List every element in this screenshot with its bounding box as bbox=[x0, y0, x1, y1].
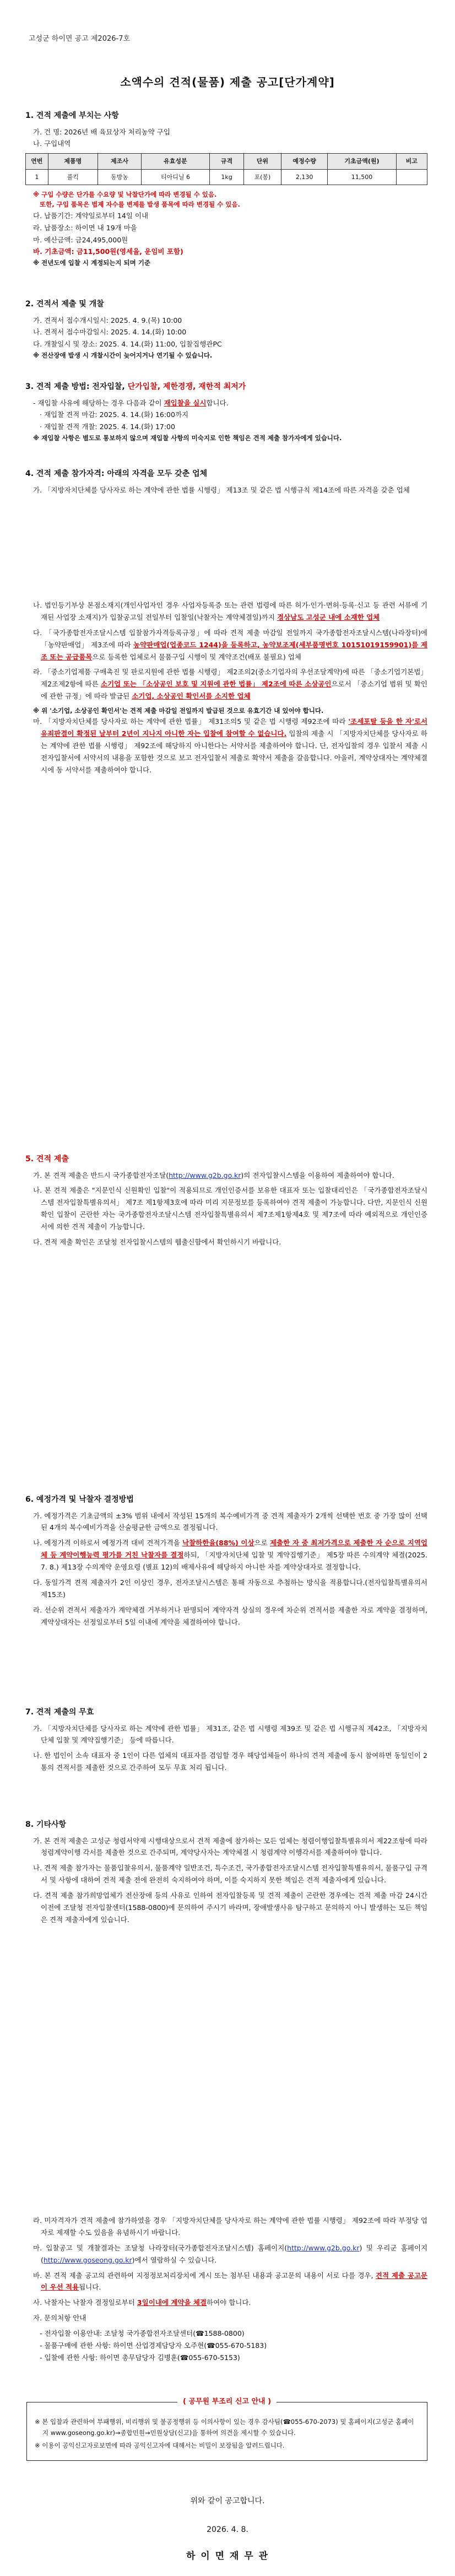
section-1 bbox=[25, 109, 427, 268]
s4-item-a: 가. 「지방자치단체를 당사자로 하는 계약에 관한 법률 시행령」 제13조 및 같은 법 시행규칙 제14조에 따른 자격을 갖춘 업체 bbox=[33, 485, 410, 494]
s8-g-post: 하여야 합니다. bbox=[207, 2298, 251, 2307]
s3-line-1 bbox=[25, 397, 427, 409]
base-price-value: 금11,500원(영세율, 운임비 포함) bbox=[76, 247, 183, 256]
s5-item-b: 나. 본 견적 제출은 "지문인식 신원확인 입찰"이 적용되므로 개인인증서를 보유한 대표자 또는 입찰대리인은 「국가종합전자조달시스템 전자입찰특별유의서」 제7조 제1항제3호에 따라 미리 지문정보를 등록하여야 견적 제출이 가능합니다. 다만, 지문인식 신원확인 입찰이 곤란한 자는 국가종합전자조달시스템 전자입찰특별유의서 제7조제1항제4호 및 제7조에 따라 예외적으로 개인인증서에 의한 견적 제출이 가능합니다. bbox=[33, 1186, 427, 1231]
s4-c-post: 으로 등록한 업체로서 물품구입 시행이 및 계약조건(배포 불필요) 업체 bbox=[92, 652, 301, 661]
s8-f-post: 됩니다. bbox=[79, 2283, 101, 2292]
s4-e-post: 입찰의 제출 시 「지방자치단체를 당사자로 하는 계약에 관한 법률 시행령」 제92조에 해당하지 아니한다는 서약서를 제출하여야 합니다. 단, 전자입찰의 경우 입찰서 제출 시 전자입찰서에 서약서의 내용을 포함한 것으로 보고 전자입찰서 제출로 확약서 제출을 갈음합니다. 아울러, 계약상대자는 계약체결 시에 동 서약서를 제출하여야 합니다. bbox=[41, 729, 427, 774]
section-4 bbox=[25, 467, 427, 499]
col-header: 단위 bbox=[244, 154, 281, 169]
s7-item-a: 가. 「지방자치단체를 당사자로 하는 계약에 관한 법률」 제31조, 같은 법 시행령 제39조 및 같은 법 시행규칙 제42조, 「지방자치단체 입찰 및 계약집행기준」 등에 따릅니다. bbox=[33, 1724, 427, 1745]
s3-line-3: · 재입찰 견적 개찰: 2025. 4. 14.(화) 17:00 bbox=[40, 423, 175, 431]
s3-line-1-red: 재입찰을 실시 bbox=[164, 398, 207, 407]
col-header: 제품명 bbox=[48, 154, 98, 169]
section-2-heading: 2. 견적서 제출 및 개찰 bbox=[25, 300, 104, 309]
col-header: 예정수량 bbox=[281, 154, 328, 169]
g2b-link[interactable]: http://www.g2b.go.kr bbox=[169, 1171, 241, 1179]
section-3 bbox=[25, 380, 427, 443]
table-cell bbox=[396, 169, 427, 185]
s6-item-d: 라. 선순위 견적서 제출자가 계약체결 거부하거나 판명되어 계약자격 상실의 경우에 차순위 견적서를 제출한 자로 계약을 결정하며, 계약상대자는 선정일로부터 5일 이내에 계약을 체결하여야 합니다. bbox=[33, 1605, 427, 1626]
table-cell: 풀킥 bbox=[48, 169, 98, 185]
s8-item-c: 다. 견적 제출 참가희망업체가 전산장애 등의 사유로 인하여 전자입찰등록 및 견적 제출이 곤란한 경우에는 견적 제출 마감 24시간 이전에 조달청 전자입찰센터(1588-0800)에 문의하여 주시기 바라며, 장애발생사유 탐구하고 문의하지 아니 발생하는 모든 책임은 견적 제출자에게 있습니다. bbox=[33, 1891, 427, 1924]
table-cell: 동방농 bbox=[98, 169, 141, 185]
s1-item-a: 가. 건 명: 2026년 배 육묘상자 처리농약 구입 bbox=[33, 127, 170, 136]
s6-b-red2: 제출한 자 중 최저가격으로 제출한 자 순으로 지역업체 등 계약이행능력 평가를 거친 낙찰자를 결정 bbox=[41, 1539, 427, 1560]
section-4-heading: 4. 견적 제출 참가자격: 아래의 자격을 모두 갖춘 업체 bbox=[25, 469, 208, 478]
section-6-heading: 6. 예정가격 및 낙찰자 결정방법 bbox=[25, 1495, 134, 1504]
complaint-notice-box bbox=[26, 2398, 427, 2461]
s8-item-h: 자. 문의처항 안내 bbox=[33, 2314, 86, 2323]
section-2 bbox=[25, 297, 427, 361]
s4-d-mid: 으로서 「중소기업 범위 및 확인에 관한 규정」에 따라 발급된 bbox=[41, 680, 427, 701]
notice-date: 2026. 4. 8. bbox=[207, 2525, 248, 2534]
s3-line-1-text: - 재입찰 사유에 해당하는 경우 다음과 같이 bbox=[33, 398, 164, 407]
table-note: ※ 구입 수량은 단가를 수요량 및 낙찰단가에 따라 변경될 수 있음. bbox=[33, 191, 217, 199]
s4-c-red: 농약판매업(업종코드 1244)을 등록하고, 농약보조제(세부품명번호 10151019159901)를 제조 또는 공급품목 bbox=[41, 640, 427, 661]
s1-item-d: 라. 납품장소: 하이면 내 19개 마을 bbox=[33, 223, 137, 232]
s3-heading-red: 단가입찰, 제한경쟁, 재한적 최저가 bbox=[127, 382, 246, 391]
s5-item-a bbox=[25, 1170, 427, 1182]
s6-b-red: 낙찰하한율(88%) 이상 bbox=[182, 1539, 254, 1547]
section-5-heading: 5. 견적 제출 bbox=[25, 1155, 69, 1163]
s1-item-e: 마. 예산금액: 금24,495,000원 bbox=[33, 235, 128, 244]
s8-g-text: 사. 낙찰자는 낙찰자 결정일로부터 bbox=[33, 2298, 137, 2307]
contact-line: - 입찰에 관한 사항: 하이면 총무담당자 김병훈(☎055-670-5153) bbox=[40, 2353, 240, 2362]
s4-item-b: 나. 법인등기부상 본점소재지(개인사업자인 경우 사업자등록증 또는 관련 법령에 따른 허가·인가·면허·등록·신고 등 관련 서류에 기재된 사업장 소재지)가 입찰공고일 전일부터 입찰일(낙찰자는 계약체결일)까지 경상남도 고성군 내에 소재한 업체 bbox=[33, 601, 427, 621]
col-header: 규격 bbox=[210, 154, 244, 169]
s4-item-c bbox=[25, 627, 427, 663]
col-header: 유효성분 bbox=[141, 154, 209, 169]
s2-note: ※ 전산장애 발생 시 개찰시간이 늦어지거나 연기될 수 있습니다. bbox=[33, 351, 213, 360]
section-3-heading bbox=[25, 380, 427, 394]
s8-e-post: )에서 열람하실 수 있습니다. bbox=[132, 2255, 217, 2264]
s2-item-b: 나. 견적서 접수마감일시: 2025. 4. 14.(화) 10:00 bbox=[33, 328, 187, 337]
section-5 bbox=[25, 1152, 427, 1252]
table-cell: 티아디닐 6 bbox=[141, 169, 209, 185]
table-cell: 2,130 bbox=[281, 169, 328, 185]
s8-e-mid: ) 및 우리군 홈페이지( bbox=[41, 2243, 428, 2264]
contact-line: - 전자입찰 이용안내: 조달청 국가종합전자조달센터(☎1588-0800) bbox=[40, 2329, 245, 2337]
s3-heading-text: 3. 견적 제출 방법: 전자입찰, bbox=[25, 382, 128, 391]
complaint-notice-title: ( 공무원 부조리 신고 안내 ) bbox=[177, 2396, 277, 2408]
base-price-label: 바. 기초금액: bbox=[33, 247, 77, 256]
complaint-notice-item: ※ 이용이 공익신고자로보면에 따라 공익신고자에 대해서는 비밀이 보장됨을 알려드립니다. bbox=[35, 2442, 285, 2450]
col-header: 비고 bbox=[396, 154, 427, 169]
s5-a-text: 가. 본 견적 제출은 반드시 국가종합전자조달( bbox=[33, 1171, 169, 1179]
closing-statement: 위와 같이 공고합니다. bbox=[190, 2497, 265, 2505]
s2-item-c: 다. 개찰일시 및 장소: 2025. 4. 14.(화) 11:00, 입찰집행관PC bbox=[33, 340, 222, 349]
s1-item-c: 다. 납품기간: 계약일로부터 14일 이내 bbox=[33, 211, 149, 220]
s6-b-mid: 으로 bbox=[254, 1539, 270, 1547]
s2-item-a: 가. 견적서 접수개시일시: 2025. 4. 9.(목) 10:00 bbox=[33, 316, 182, 324]
s1-item-b: 나. 구입내역 bbox=[33, 139, 71, 148]
s8-item-g bbox=[25, 2297, 427, 2309]
s8-f-red: 견적 제출 공고문이 우선 적용 bbox=[41, 2271, 427, 2292]
s4-d-red: 소기업 또는 「소상공인 보호 및 지원에 관한 법률」 제2조에 따른 소상공인 bbox=[100, 680, 332, 689]
s1-item-f bbox=[25, 246, 427, 258]
s6-b-text: 나. 예정가격 이하로서 예정가격 대비 견적가격을 bbox=[33, 1539, 183, 1547]
section-8-heading: 8. 기타사항 bbox=[25, 1820, 67, 1829]
s8-item-b: 나. 견적 제출 참가자는 물품입찰유의서, 물품계약 일반조건, 특수조건, 국가종합전자조달시스템 전자입찰특별유의서, 물품구입 규격서 및 사항에 대하여 견적 제출 전에 완전히 숙지하여야 하며, 이를 숙지하지 못한 책임은 견적 제출자에게 있습니다. bbox=[33, 1864, 427, 1885]
s8-item-d: 라. 미자격자가 견적 제출에 참가하였을 경우 「지방자치단체를 당사자로 하는 계약에 관한 법률 시행령」 제92조에 따라 부정당 업자로 제재할 수도 있음을 유념하시기 바랍니다. bbox=[33, 2216, 427, 2237]
table-row bbox=[26, 169, 427, 185]
section-7-heading: 7. 견적 제출의 무효 bbox=[25, 1708, 94, 1717]
goseong-link[interactable]: http://www.goseong.go.kr bbox=[43, 2255, 132, 2264]
section-4-cont bbox=[25, 599, 427, 780]
item-table bbox=[25, 153, 427, 185]
s6-b-post: 하되, 「지방자치단체 입찰 및 계약집행기준」 제5장 따른 수의계약 체결(2025. 7. 8.) 제13장 수의계약 운영요령 (별표 12)의 배제사유에 해당하지 아니한 자를 계약상대자로 결정합니다. bbox=[41, 1551, 427, 1571]
s4-e-text: 마. 「지방자치단체를 당사자로 하는 계약에 관한 법률」 제31조의5 및 같은 법 시행령 제92조에 따라 bbox=[33, 717, 349, 726]
s6-item-a: 가. 예정가격은 기초금액의 ±3% 범위 내에서 작성된 15개의 복수예비가격 중 견적 제출자가 2개씩 선택한 번호 중 가장 많이 선택된 4개의 복수예비가격을 산술평균한 금액으로 결정됩니다. bbox=[33, 1511, 427, 1532]
s6-item-b bbox=[25, 1537, 427, 1573]
s8-e-text: 마. 입찰공고 및 개찰결과는 조달청 나라장터(국가종합전자조달시스템) 홈페이지( bbox=[33, 2243, 288, 2252]
table-cell: 11,500 bbox=[328, 169, 396, 185]
s4-note: ※ 위 '소기업, 소상공인 확인서'는 견적 제출 마감일 전일까지 발급된 것으로 유효기간 내 있어야 합니다. bbox=[33, 707, 324, 715]
s6-item-c: 다. 동일가격 견적 제출자가 2인 이상인 경우, 전자조달시스템은 통해 자동으로 추첨하는 방식을 적용합니다.(전자입찰특별유의서 제15조) bbox=[33, 1578, 427, 1599]
notice-number: 고성군 하이면 공고 제2026-7호 bbox=[29, 35, 131, 43]
s4-d-red2: 소기업, 소상공인 확인서를 소지한 업체 bbox=[132, 692, 251, 701]
table-note: 또한, 구입 품목은 법제 자수를 변제를 발생 품목에 따라 변경될 수 있음. bbox=[40, 201, 240, 209]
s7-item-b: 나. 한 법인이 소속 대표자 중 1인이 다른 업체의 대표자를 겸임할 경우 해당업체들이 하나의 견적 제출에 동시 참여하면 동일인이 2통의 견적서를 제출한 것으로 간주하여 모두 무효 처리 됩니다. bbox=[33, 1751, 427, 1772]
contact-line: - 물품구매에 관한 사항: 하이면 산업경제담당자 오주현(☎055-670-5183) bbox=[40, 2341, 267, 2350]
table-cell: 1 bbox=[26, 169, 48, 185]
s4-item-d bbox=[25, 666, 427, 702]
s4-item-e bbox=[25, 716, 427, 776]
base-price-note: ※ 전년도에 입찰 시 계정되는지 되며 기준 bbox=[33, 259, 150, 267]
s4-c-text: 다. 「국가종합전자조달시스템 입찰참가자격등록규정」에 따라 견적 제출 마감일 전일까지 국가종합전자조달시스템(나라장터)에 「농약판매업」 제3조에 따라 bbox=[33, 628, 427, 649]
s8-f-text: 바. 본 견적 제출 공고의 관련하여 지정정보처리장치에 게시 또는 첨부된 내용과 공고문의 내용이 서로 다를 경우, bbox=[33, 2271, 376, 2280]
s8-g-red: 3일이내에 계약을 체결 bbox=[137, 2298, 207, 2307]
s5-a-post: )의 전자입찰시스템을 이용하여 제출하여야 합니다. bbox=[241, 1171, 394, 1179]
page-title: 소액수의 견적(물품) 제출 공고[단가계약] bbox=[120, 75, 335, 89]
complaint-notice-item: ※ 본 입찰과 관련하여 부패행위, 비리행위 및 불공정행위 등 이의사항이 있는 경우 감사팀(☎055-670-2073) 및 홈페이지(고성군 홈페이지 www.goseong.go.kr)→종합민원→민원상담(신고)을 통하여 의견을 제시할 수 있습니다. bbox=[35, 2418, 414, 2437]
section-8 bbox=[25, 1818, 427, 1929]
table-cell: 1kg bbox=[210, 169, 244, 185]
section-7 bbox=[25, 1706, 427, 1777]
issuer-signature: 하 이 면 재 무 관 bbox=[186, 2551, 269, 2562]
s8-item-e bbox=[25, 2242, 427, 2266]
col-header: 제조사 bbox=[98, 154, 141, 169]
table-cell: 포(봉) bbox=[244, 169, 281, 185]
s5-item-c: 다. 견적 제출 확인은 조달청 전자입찰시스템의 웹출신함에서 확인하시기 바랍니다. bbox=[33, 1237, 281, 1246]
col-header: 기초금액(원) bbox=[328, 154, 396, 169]
s8-item-a: 가. 본 견적 제출은 고성군 청렴서약제 시행대상으로서 견적 제출에 참가하는 모든 업체는 청렴이행입찰특별유의서 제22조항에 따라 청렴계약이행 각서를 제출한 것으로 간주되며, 계약당사자는 계약체결 시 청렴계약 이행각서를 제출하여야 합니다. bbox=[33, 1836, 427, 1857]
s8-item-f bbox=[25, 2270, 427, 2294]
item-table-header-row bbox=[26, 154, 427, 169]
s3-line-2: · 재입찰 견적 마감: 2025. 4. 14.(화) 16:00까지 bbox=[40, 410, 189, 419]
s3-note: ※ 재입찰 사항은 별도로 통보하지 않으며 재입찰 사항의 미숙지로 인한 책임은 견적 제출 참가자에게 있습니다. bbox=[33, 434, 342, 442]
s4-e-red: '조세포탈 등을 한 자'로서 유죄판결이 확정된 날부터 2년이 지나지 아니한 자는 입찰에 참여할 수 없습니다. bbox=[41, 717, 427, 738]
col-header: 연번 bbox=[26, 154, 48, 169]
s4-d-text: 라. 「중소기업제품 구매촉진 및 판로지원에 관한 법률 시행령」 제2조의2(중소기업자의 우선조달계약)에 따른 「중소기업기본법」 제2조제2항에 따른 bbox=[33, 668, 427, 689]
section-8-cont bbox=[25, 2215, 427, 2364]
section-1-heading: 1. 견적 제출에 부치는 사항 bbox=[25, 111, 119, 120]
s3-line-1-post: 합니다. bbox=[206, 398, 229, 407]
g2b-link-2[interactable]: http://www.g2b.go.kr bbox=[287, 2243, 360, 2252]
section-6 bbox=[25, 1493, 427, 1631]
